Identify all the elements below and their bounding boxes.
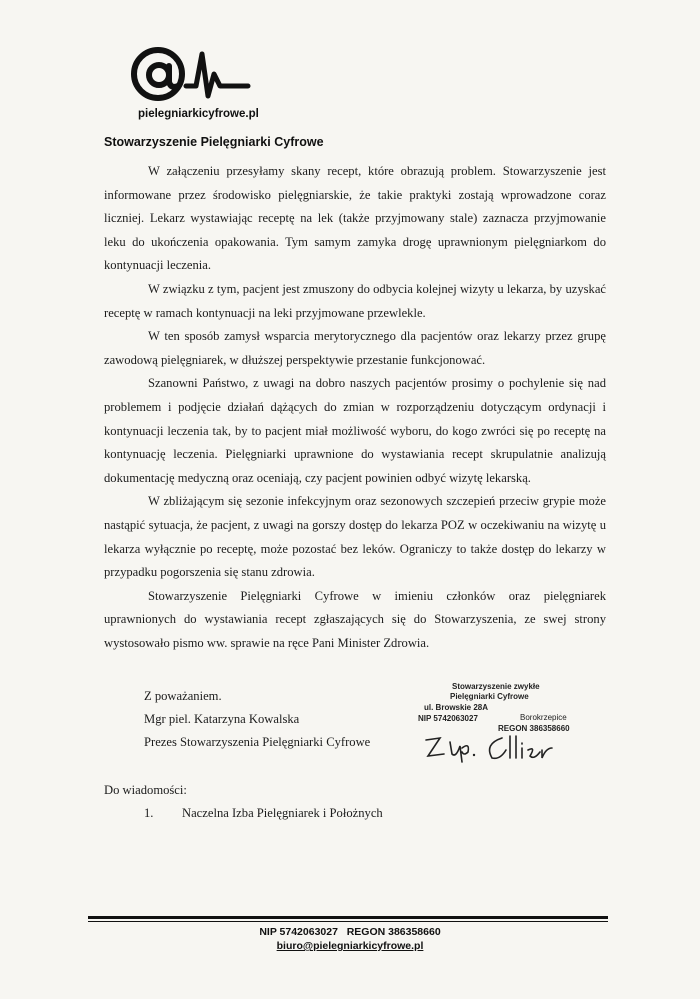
distribution-label: Do wiadomości: bbox=[104, 783, 187, 797]
footer-rule bbox=[88, 916, 608, 919]
paragraph: W załączeniu przesyłamy skany recept, które obrazują problem. Stowarzyszenie jest informowane przez środowisko pielęgniarskie, że takie praktyki zostają wprowadzone coraz liczniej. Lekarz wystawiając receptę na lek (także przyjmowany stale) zaznacza przyjmowanie leku do ukończenia opakowania. Tym samym zamyka drogę uprawnionym pielęgniarkom do kontynuacji leczenia. bbox=[104, 164, 606, 273]
footer bbox=[0, 925, 700, 953]
handwritten-signature bbox=[418, 728, 558, 764]
stamp-line: Borokrzepice bbox=[520, 713, 567, 722]
footer-email[interactable]: biuro@pielegniarkicyfrowe.pl bbox=[276, 940, 424, 952]
stamp-line: ul. Browskie 28A bbox=[424, 703, 489, 712]
paragraph: W związku z tym, pacjent jest zmuszony do odbycia kolejnej wizyty u lekarza, by uzyskać receptę w ramach kontynuacji na leki przyjmowane przewlekle. bbox=[104, 281, 606, 320]
signature-block bbox=[144, 685, 370, 754]
signatory-role: Prezes Stowarzyszenia Pielęgniarki Cyfrowe bbox=[144, 735, 371, 749]
paragraph: W ten sposób zamysł wsparcia merytorycznego dla pacjentów oraz lekarzy przez grupę zawodową pielęgniarek, w dłuższej perspektywie przestanie funkcjonować. bbox=[104, 329, 606, 367]
stamp-line: NIP 5742063027 bbox=[418, 714, 478, 723]
closing-greeting: Z poważaniem. bbox=[144, 689, 222, 703]
footer-rule-thin bbox=[88, 921, 608, 922]
signatory-name: Mgr piel. Katarzyna Kowalska bbox=[144, 712, 300, 726]
stamp-line: Pielęgniarki Cyfrowe bbox=[450, 692, 529, 701]
organization-title: Stowarzyszenie Pielęgniarki Cyfrowe bbox=[104, 135, 324, 149]
item-number: 1. bbox=[144, 806, 154, 820]
paragraph: W zbliżającym się sezonie infekcyjnym oraz sezonowych szczepień przeciw grypie może nastąpić sytuacja, że pacjent, z uwagi na gorszy dostęp do lekarza POZ w oczekiwaniu na wizytę u lekarza wyłącznie po receptę, może pozostać bez leków. Ograniczy to także dostęp do lekarzy w przypadku pogorszenia się stanu zdrowia. bbox=[104, 494, 606, 580]
paragraph: Stowarzyszenie Pielęgniarki Cyfrowe w imieniu członków oraz pielęgniarek uprawnionych do wystawiania recept zgłaszających się do Stowarzyszenia, ze swej strony wystosowało pismo ww. sprawie na ręce Pani Minister Zdrowia. bbox=[104, 588, 606, 650]
letter-body bbox=[104, 160, 606, 655]
stamp-line: REGON 386358660 bbox=[498, 724, 570, 733]
stamp-line: Stowarzyszenie zwykłe bbox=[452, 682, 540, 691]
at-sign-heartbeat-icon bbox=[130, 46, 280, 106]
item-text: Naczelna Izba Pielęgniarek i Położnych bbox=[182, 806, 383, 820]
logo bbox=[130, 46, 280, 106]
distribution-item bbox=[144, 806, 383, 821]
footer-ids: NIP 5742063027 REGON 386358660 bbox=[259, 926, 441, 938]
paragraph: Szanowni Państwo, z uwagi na dobro naszych pacjentów prosimy o pochylenie się nad problemem i podjęcie działań dążących do zmian w rozporządzeniu dotyczącym ordynacji i kontynuacji leczenia tak, by to pacjent miał możliwość wyboru, do kogo zwróci się po receptę na kontynuację leczenia. Pielęgniarki uprawnione do wystawiania recept skrupulatnie analizują dokumentację medyczną oraz oceniają, czy pacjent powinien odbyć wizytę lekarską. bbox=[104, 376, 606, 485]
logo-text: pielegniarkicyfrowe.pl bbox=[138, 108, 259, 120]
